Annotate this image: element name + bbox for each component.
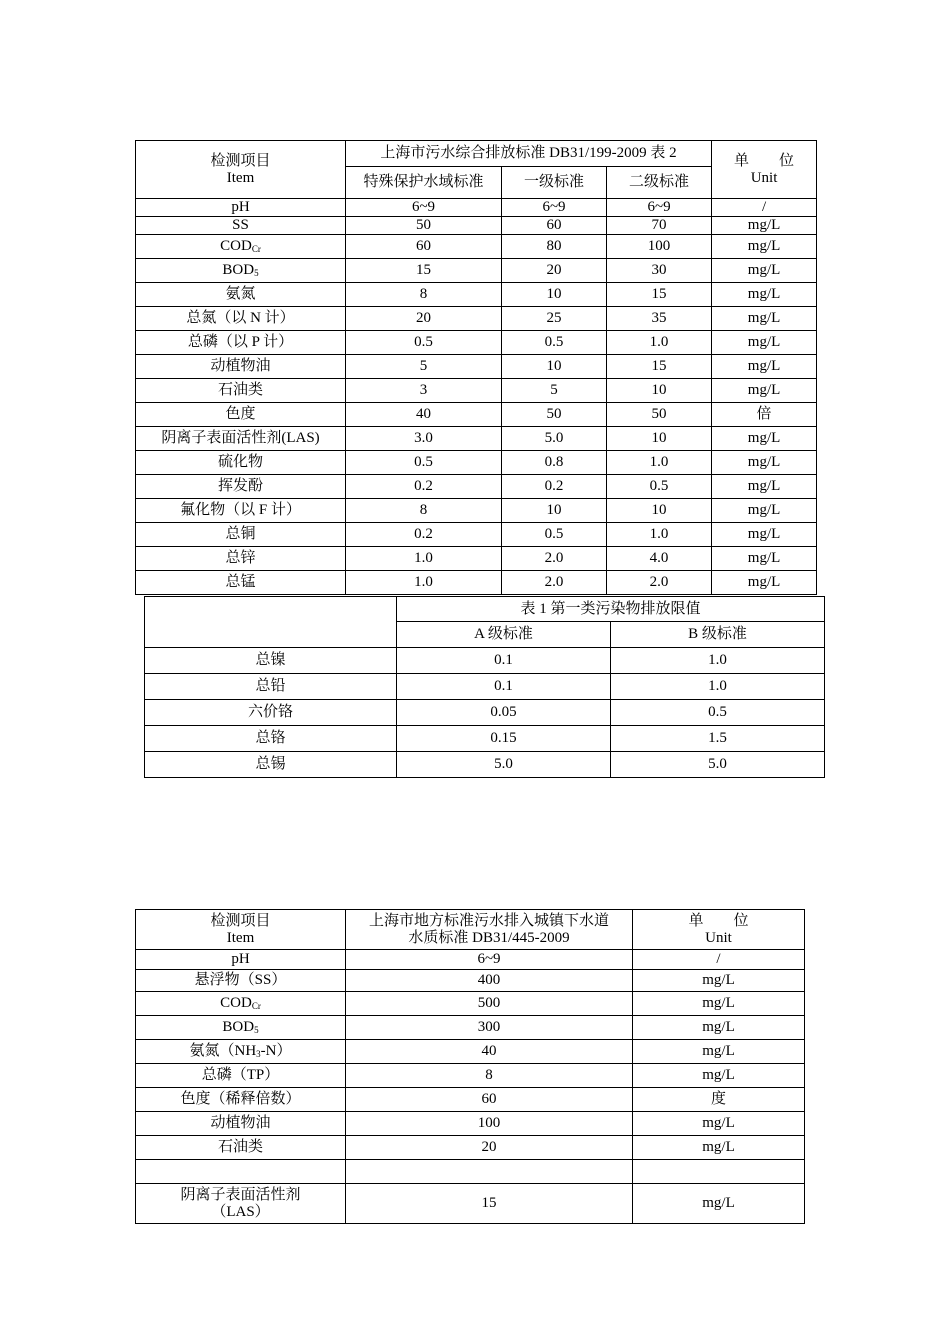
grade-b-value: 0.5 xyxy=(611,700,825,726)
item-name-text: COD xyxy=(220,995,252,1011)
level1-value: 0.5 xyxy=(502,331,607,355)
item-name xyxy=(136,379,346,403)
grade-b-value: 5.0 xyxy=(611,752,825,778)
table-row xyxy=(136,259,817,283)
item-name-text: 氨氮（NH xyxy=(189,1043,257,1059)
limit-value: 400 xyxy=(346,970,633,992)
item-name-text: 阴离子表面活性剂(LAS) xyxy=(161,430,320,446)
special-standard-value: 6~9 xyxy=(346,199,502,217)
level1-value: 10 xyxy=(502,283,607,307)
special-standard-value: 3.0 xyxy=(346,427,502,451)
table-row xyxy=(136,379,817,403)
unit: mg/L xyxy=(712,307,817,331)
table-row xyxy=(136,331,817,355)
limit-value: 8 xyxy=(346,1064,633,1088)
level1-value: 25 xyxy=(502,307,607,331)
unit: mg/L xyxy=(712,571,817,595)
item-name xyxy=(136,451,346,475)
table-row xyxy=(136,1016,805,1040)
unit: mg/L xyxy=(712,217,817,235)
table-row xyxy=(136,199,817,217)
unit-header: 单 位 Unit xyxy=(633,910,805,950)
table-row xyxy=(136,355,817,379)
item-name xyxy=(136,355,346,379)
item-name-text: 悬浮物（SS） xyxy=(194,972,287,988)
item-name xyxy=(136,1160,346,1184)
unit: mg/L xyxy=(633,970,805,992)
item-name xyxy=(136,571,346,595)
table-row xyxy=(136,1064,805,1088)
level2-value: 10 xyxy=(607,499,712,523)
level2-value: 100 xyxy=(607,235,712,259)
item-name-text: COD xyxy=(220,238,252,254)
item-name xyxy=(136,1016,346,1040)
unit-header: 单 位 Unit xyxy=(712,141,817,199)
grade-a-header: A 级标准 xyxy=(397,622,611,648)
unit: mg/L xyxy=(633,1184,805,1224)
item-name-text: 总锌 xyxy=(225,550,256,566)
level1-value: 10 xyxy=(502,355,607,379)
limit-value: 100 xyxy=(346,1112,633,1136)
special-standard-value: 8 xyxy=(346,283,502,307)
special-standard-value: 60 xyxy=(346,235,502,259)
unit: mg/L xyxy=(712,379,817,403)
special-standard-value: 0.5 xyxy=(346,331,502,355)
grade-b-value: 1.0 xyxy=(611,648,825,674)
table-title: 表 1 第一类污染物排放限值 xyxy=(397,597,825,622)
level1-value: 10 xyxy=(502,499,607,523)
unit: mg/L xyxy=(712,283,817,307)
table-row xyxy=(136,499,817,523)
item-subscript: 5 xyxy=(254,1025,259,1035)
table-row xyxy=(145,726,825,752)
level1-value: 6~9 xyxy=(502,199,607,217)
item-name xyxy=(136,475,346,499)
level2-value: 1.0 xyxy=(607,523,712,547)
special-standard-value: 1.0 xyxy=(346,547,502,571)
blank-header-cell xyxy=(145,597,397,648)
item-name xyxy=(136,523,346,547)
table-row xyxy=(136,403,817,427)
table-row xyxy=(136,1040,805,1064)
item-name-text: pH xyxy=(231,199,250,215)
standard-title: 上海市污水综合排放标准 DB31/199-2009 表 2 xyxy=(346,141,712,167)
item-name-text: 总磷（TP） xyxy=(201,1067,280,1083)
grade-b-value: 1.5 xyxy=(611,726,825,752)
grade-b-header: B 级标准 xyxy=(611,622,825,648)
item-name-text: BOD xyxy=(222,262,255,278)
level1-value: 60 xyxy=(502,217,607,235)
table-row xyxy=(145,752,825,778)
item-name: 总镍 xyxy=(145,648,397,674)
level1-value: 5.0 xyxy=(502,427,607,451)
table-row xyxy=(136,307,817,331)
unit: mg/L xyxy=(712,331,817,355)
item-name xyxy=(136,1112,346,1136)
unit: / xyxy=(712,199,817,217)
level1-value: 0.5 xyxy=(502,523,607,547)
grade-a-value: 0.1 xyxy=(397,648,611,674)
level2-value: 50 xyxy=(607,403,712,427)
item-header: 检测项目 Item xyxy=(136,141,346,199)
unit xyxy=(633,1160,805,1184)
item-name-text: 石油类 xyxy=(217,1139,263,1155)
grade-a-value: 5.0 xyxy=(397,752,611,778)
level1-value: 20 xyxy=(502,259,607,283)
table-row xyxy=(136,427,817,451)
level1-value: 0.2 xyxy=(502,475,607,499)
item-name xyxy=(136,403,346,427)
item-subscript: Cr xyxy=(251,244,261,254)
class1-pollutant-table xyxy=(144,596,825,778)
item-name-text: 动植物油 xyxy=(210,358,271,374)
unit: 倍 xyxy=(712,403,817,427)
item-header: 检测项目 Item xyxy=(136,910,346,950)
level2-value: 15 xyxy=(607,355,712,379)
unit: / xyxy=(633,950,805,970)
item-name xyxy=(136,1040,346,1064)
table-row xyxy=(136,1136,805,1160)
unit: mg/L xyxy=(633,1016,805,1040)
unit: mg/L xyxy=(633,1040,805,1064)
item-subscript: 5 xyxy=(254,268,259,278)
level2-value: 4.0 xyxy=(607,547,712,571)
level2-value: 15 xyxy=(607,283,712,307)
item-name-text: pH xyxy=(231,951,250,967)
unit: mg/L xyxy=(712,475,817,499)
level2-value: 0.5 xyxy=(607,475,712,499)
unit: mg/L xyxy=(712,355,817,379)
level2-value: 6~9 xyxy=(607,199,712,217)
special-standard-value: 50 xyxy=(346,217,502,235)
unit: mg/L xyxy=(712,499,817,523)
level1-value: 50 xyxy=(502,403,607,427)
item-name-text: SS xyxy=(232,217,249,233)
item-name xyxy=(136,217,346,235)
special-standard-value: 3 xyxy=(346,379,502,403)
standard-title: 上海市地方标准污水排入城镇下水道 水质标准 DB31/445-2009 xyxy=(346,910,633,950)
table-row xyxy=(145,674,825,700)
limit-value: 15 xyxy=(346,1184,633,1224)
special-standard-value: 0.2 xyxy=(346,475,502,499)
level2-value: 1.0 xyxy=(607,451,712,475)
item-name xyxy=(136,331,346,355)
item-name-text: 色度 xyxy=(225,406,256,422)
unit: 度 xyxy=(633,1088,805,1112)
special-standard-value: 5 xyxy=(346,355,502,379)
limit-value: 40 xyxy=(346,1040,633,1064)
table-row xyxy=(136,1088,805,1112)
item-name-text: 氨氮 xyxy=(225,286,256,302)
special-standard-value: 20 xyxy=(346,307,502,331)
sub-header-level1: 一级标准 xyxy=(502,167,607,199)
limit-value: 500 xyxy=(346,992,633,1016)
table-row xyxy=(136,547,817,571)
sub-header-special: 特殊保护水域标准 xyxy=(346,167,502,199)
item-name xyxy=(136,950,346,970)
level1-value: 80 xyxy=(502,235,607,259)
item-name-text: 氟化物（以 F 计） xyxy=(180,502,301,518)
table-row xyxy=(136,571,817,595)
item-name xyxy=(136,547,346,571)
grade-a-value: 0.1 xyxy=(397,674,611,700)
item-subscript: Cr xyxy=(251,1001,261,1011)
item-name xyxy=(136,1136,346,1160)
sewer-discharge-table xyxy=(135,909,805,1224)
item-name xyxy=(136,199,346,217)
limit-value: 300 xyxy=(346,1016,633,1040)
unit: mg/L xyxy=(712,259,817,283)
item-name xyxy=(136,992,346,1016)
limit-value: 60 xyxy=(346,1088,633,1112)
item-name xyxy=(136,970,346,992)
item-name xyxy=(136,259,346,283)
item-name: 总铬 xyxy=(145,726,397,752)
grade-a-value: 0.15 xyxy=(397,726,611,752)
item-name: 阴离子表面活性剂 （LAS） xyxy=(136,1184,346,1224)
item-name: 总铅 xyxy=(145,674,397,700)
item-name-text: 硫化物 xyxy=(217,454,263,470)
level2-value: 1.0 xyxy=(607,331,712,355)
unit: mg/L xyxy=(633,1064,805,1088)
level1-value: 2.0 xyxy=(502,547,607,571)
level1-value: 2.0 xyxy=(502,571,607,595)
table-row xyxy=(145,648,825,674)
level2-value: 10 xyxy=(607,379,712,403)
special-standard-value: 1.0 xyxy=(346,571,502,595)
item-name xyxy=(136,1064,346,1088)
special-standard-value: 15 xyxy=(346,259,502,283)
discharge-standard-table xyxy=(135,140,817,595)
table-row xyxy=(136,1112,805,1136)
unit: mg/L xyxy=(712,547,817,571)
table-row xyxy=(136,523,817,547)
item-name xyxy=(136,1088,346,1112)
table-row xyxy=(136,451,817,475)
item-name xyxy=(136,283,346,307)
table-row xyxy=(136,235,817,259)
table-row xyxy=(136,950,805,970)
level2-value: 10 xyxy=(607,427,712,451)
limit-value xyxy=(346,1160,633,1184)
sub-header-level2: 二级标准 xyxy=(607,167,712,199)
table-row xyxy=(145,700,825,726)
table-row xyxy=(136,1160,805,1184)
item-name-text: 石油类 xyxy=(217,382,263,398)
item-name-text: BOD xyxy=(222,1019,255,1035)
grade-a-value: 0.05 xyxy=(397,700,611,726)
limit-value: 6~9 xyxy=(346,950,633,970)
level1-value: 5 xyxy=(502,379,607,403)
item-name-text: 动植物油 xyxy=(210,1115,271,1131)
unit: mg/L xyxy=(633,992,805,1016)
table-row xyxy=(136,475,817,499)
item-name-text: 总铜 xyxy=(225,526,256,542)
item-name: 六价铬 xyxy=(145,700,397,726)
limit-value: 20 xyxy=(346,1136,633,1160)
special-standard-value: 40 xyxy=(346,403,502,427)
level2-value: 35 xyxy=(607,307,712,331)
unit: mg/L xyxy=(633,1112,805,1136)
item-name-text: 总磷（以 P 计） xyxy=(187,334,294,350)
level2-value: 70 xyxy=(607,217,712,235)
special-standard-value: 0.5 xyxy=(346,451,502,475)
table-row xyxy=(136,992,805,1016)
item-subscript: 3 xyxy=(256,1049,261,1059)
item-name xyxy=(136,235,346,259)
table-row xyxy=(136,283,817,307)
unit: mg/L xyxy=(712,235,817,259)
grade-b-value: 1.0 xyxy=(611,674,825,700)
unit: mg/L xyxy=(712,523,817,547)
level2-value: 30 xyxy=(607,259,712,283)
item-name-text: 总氮（以 N 计） xyxy=(186,310,295,326)
special-standard-value: 8 xyxy=(346,499,502,523)
special-standard-value: 0.2 xyxy=(346,523,502,547)
item-name xyxy=(136,499,346,523)
item-name: 总锡 xyxy=(145,752,397,778)
item-name-text: 色度（稀释倍数） xyxy=(180,1091,301,1107)
item-name-suffix: -N） xyxy=(260,1043,292,1059)
unit: mg/L xyxy=(712,427,817,451)
table-row xyxy=(136,217,817,235)
level2-value: 2.0 xyxy=(607,571,712,595)
item-name-text: 总锰 xyxy=(225,574,256,590)
item-name xyxy=(136,427,346,451)
item-name-text: 挥发酚 xyxy=(217,478,263,494)
unit: mg/L xyxy=(633,1136,805,1160)
level1-value: 0.8 xyxy=(502,451,607,475)
unit: mg/L xyxy=(712,451,817,475)
table-row xyxy=(136,970,805,992)
item-name xyxy=(136,307,346,331)
